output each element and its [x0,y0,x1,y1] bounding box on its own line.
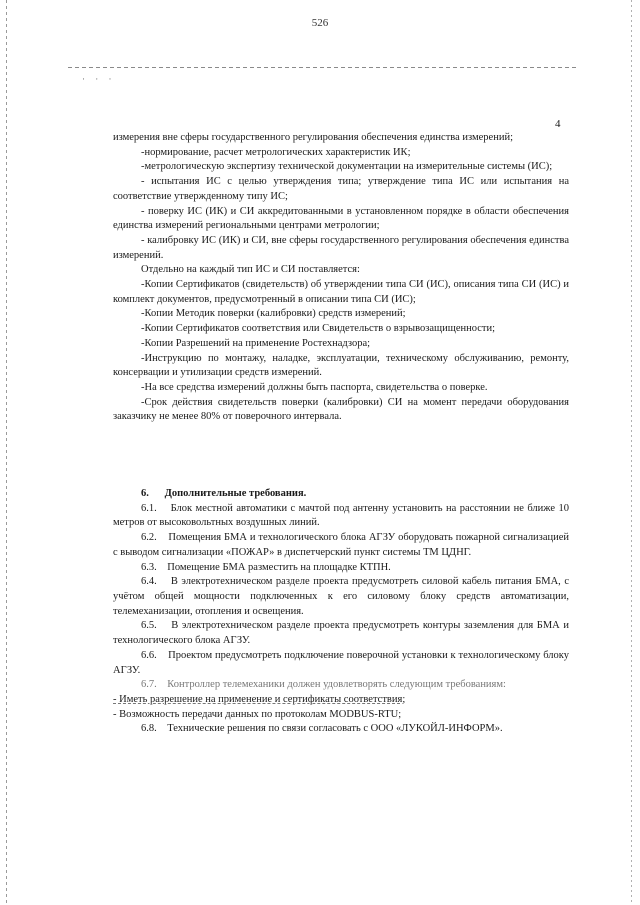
list-item: -Срок действия свидетельств поверки (калибровки) СИ на момент передачи оборудования заказчику не менее 80% от поверочного интервала. [113,396,569,423]
paragraph: измерения вне сферы государственного регулирования обеспечения единства измерений; [113,132,513,143]
list-item: -Копии Методик поверки (калибровки) средств измерений; [141,308,406,320]
item-text: Помещение БМА разместить на площадке КТПН. [167,561,391,573]
item-number: 6.1. [141,502,157,514]
section-item [113,619,569,648]
page-number: 526 [311,17,329,29]
section-title: Дополнительные требования. [164,488,307,500]
item-number: 6.3. [141,561,157,573]
section-item [113,678,569,693]
item-number: 6.2. [141,532,157,544]
scan-divider [68,67,578,68]
list-item: -На все средства измерений должны быть паспорта, свидетельства о поверке. [141,381,488,393]
section-item [113,722,569,737]
scan-edge-right [631,0,632,905]
section-item [113,575,569,619]
list-item: -Копии Сертификатов соответствия или Свидетельств о взрывозащищенности; [141,323,496,335]
list-item: -Копии Разрешений на применение Ростехнадзора; [141,337,371,349]
item-number: 6.6. [141,649,157,661]
list-item: - испытания ИС с целью утверждения типа; утверждение типа ИС или испытания на соответствие утвержденному типу ИС; [113,176,569,202]
list-item: -нормирование, расчет метрологических характеристик ИК; [141,146,411,158]
item-text: Проектом предусмотреть подключение поверочной установки к технологическому блоку АГЗУ. [113,649,569,676]
section-heading [113,487,569,502]
item-text: Контроллер телемеханики должен удовлетворять следующим требованиям: [167,679,506,691]
item-number: 6.7. [141,679,157,691]
list-item: - поверку ИС (ИК) и СИ аккредитованными в установленном порядке в области обеспечения единства измерений региональными центрами метрологии; [113,205,569,232]
item-number: 6.8. [141,723,157,735]
sub-item: - Возможность передачи данных по протоколам MODBUS-RTU; [113,708,402,720]
scan-edge-left [6,0,7,905]
paragraph: Отдельно на каждый тип ИС и СИ поставляется: [141,264,360,276]
scan-artifact: · · · [82,74,116,84]
item-text: Блок местной автоматики с мачтой под антенну установить на расстоянии не ближе 10 метров от высоковольтных воздушных линий. [113,502,569,529]
sheet-number: 4 [555,118,561,130]
list-item: -Копии Сертификатов (свидетельств) об утверждении типа СИ (ИС), описания типа СИ (ИС) и комплект документов, предусмотренный в описании типа СИ (ИС); [113,279,569,305]
sub-item: - Иметь разрешение на применение и сертификаты соответствия; [113,693,406,705]
section-number: 6. [141,488,149,500]
item-text: В электротехническом разделе проекта предусмотреть силовой кабель питания БМА, с учётом общей мощности подключенных к его силовому блоку средств автоматизации, телемеханизации, отопления и освещения. [113,576,569,617]
document-body [113,131,569,737]
item-number: 6.4. [141,576,157,588]
list-item: -метрологическую экспертизу технической документации на измерительные системы (ИС); [141,161,553,173]
item-text: Технические решения по связи согласовать с ООО «ЛУКОЙЛ-ИНФОРМ». [167,723,503,735]
list-item: - калибровку ИС (ИК) и СИ, вне сферы государственного регулирования обеспечения единства измерений. [113,234,569,261]
item-number: 6.5. [141,620,157,632]
item-text: Помещения БМА и технологического блока АГЗУ оборудовать пожарной сигнализацией с выводом сигнализации «ПОЖАР» в диспетчерский пункт системы ТМ ЦДНГ. [113,532,570,558]
item-text: В электротехническом разделе проекта предусмотреть контуры заземления для БМА и технологического блока АГЗУ. [113,620,570,647]
section-item [113,649,569,678]
list-item: -Инструкцию по монтажу, наладке, эксплуатации, техническому обслуживанию, ремонту, консервации и утилизации средств измерений. [113,352,569,379]
section-item [113,561,569,576]
section-item [113,531,569,560]
section-item [113,502,569,531]
